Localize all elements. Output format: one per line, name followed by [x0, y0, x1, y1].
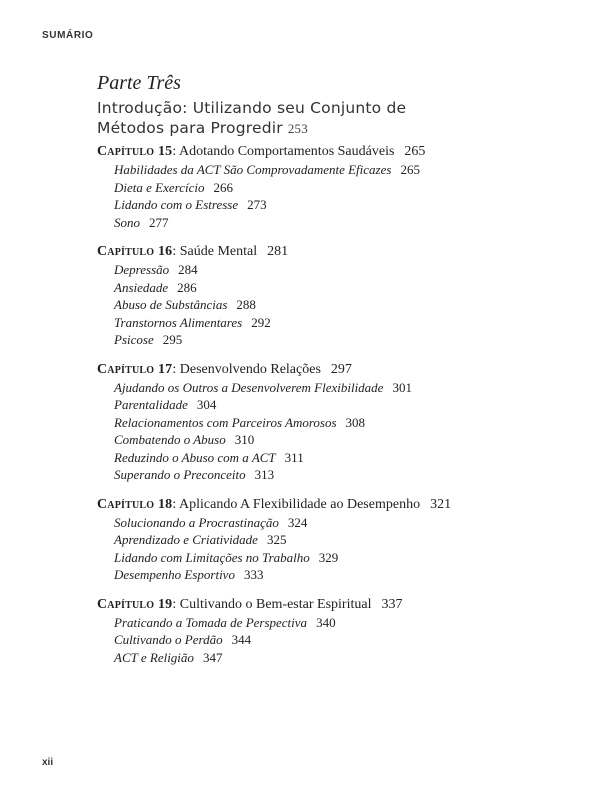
section-entry [97, 261, 517, 279]
section-title: Reduzindo o Abuso com a ACT [114, 449, 276, 465]
running-header: SUMÁRIO [42, 30, 94, 41]
section-title: Aprendizado e Criatividade [114, 532, 258, 547]
section-entry [97, 161, 517, 179]
section-entry [97, 296, 517, 314]
section-page: 301 [392, 379, 412, 395]
section-page: 295 [162, 332, 183, 347]
section-page: 347 [202, 649, 223, 665]
section-title: Superando o Preconceito [114, 467, 246, 482]
toc-chapters [97, 143, 517, 678]
section-title: Solucionando a Procrastinação [114, 514, 279, 530]
chapter-page: 337 [381, 596, 403, 612]
section-entry [97, 414, 517, 432]
section-page: 333 [243, 567, 264, 582]
section-title: Depressão [114, 262, 170, 277]
chapter-17 [97, 361, 517, 484]
section-entry [97, 566, 517, 584]
chapter-heading: Capítulo 17: Desenvolvendo Relações 297 [97, 361, 352, 377]
section-title: Habilidades da ACT São Comprovadamente Eficazes [114, 162, 392, 177]
chapter-label: Capítulo 18 [97, 496, 173, 512]
section-page: 292 [251, 314, 271, 330]
section-page: 340 [316, 614, 336, 630]
section-title: Sono [114, 214, 140, 230]
chapter-title: Desenvolvendo Relações [179, 361, 321, 377]
section-entry [97, 631, 517, 649]
chapter-15 [97, 143, 517, 231]
section-title: Relacionamentos com Parceiros Amorosos [114, 414, 337, 430]
section-title: Psicose [114, 332, 154, 347]
section-entry [97, 466, 517, 484]
part-title: Parte Três [97, 72, 181, 94]
section-page: 313 [254, 467, 275, 482]
section-entry [97, 531, 517, 549]
section-title: Parentalidade [114, 397, 188, 412]
section-entry [97, 214, 517, 232]
section-entry [97, 331, 517, 349]
section-page: 310 [234, 432, 255, 447]
section-entry [97, 514, 517, 532]
section-entry [97, 314, 517, 332]
section-entry [97, 431, 517, 449]
section-title: Ansiedade [114, 279, 169, 295]
chapter-19 [97, 596, 517, 667]
chapter-page: 281 [267, 244, 289, 259]
section-entry [97, 396, 517, 414]
chapter-heading: Capítulo 18: Aplicando A Flexibilidade ao Desempenho 321 [97, 496, 452, 512]
chapter-title: Cultivando o Bem-estar Espiritual [179, 596, 372, 612]
section-page: 273 [247, 197, 267, 212]
chapter-18 [97, 496, 517, 584]
chapter-page: 321 [430, 496, 452, 512]
section-entry [97, 379, 517, 397]
section-title: Praticando a Tomada de Perspectiva [114, 614, 308, 630]
section-page: 284 [178, 262, 198, 277]
section-title: ACT e Religião [114, 649, 194, 665]
chapter-label: Capítulo 15 [97, 144, 173, 159]
section-title: Cultivando o Perdão [114, 632, 223, 647]
section-page: 304 [196, 397, 217, 412]
section-page: 266 [213, 179, 233, 195]
section-page: 265 [400, 162, 420, 177]
section-entry [97, 449, 517, 467]
section-title: Combatendo o Abuso [114, 432, 226, 447]
chapter-title: Adotando Comportamentos Saudáveis [179, 144, 395, 159]
section-entry [97, 179, 517, 197]
chapter-label: Capítulo 17 [97, 361, 173, 377]
section-page: 288 [236, 297, 256, 312]
chapter-label: Capítulo 16 [97, 244, 173, 259]
section-entry [97, 614, 517, 632]
intro-page: 253 [287, 121, 308, 136]
section-entry [97, 649, 517, 667]
section-entry [97, 196, 517, 214]
chapter-title: Aplicando A Flexibilidade ao Desempenho [179, 496, 421, 512]
section-page: 311 [284, 449, 304, 465]
chapter-heading: Capítulo 19: Cultivando o Bem-estar Espiritual 337 [97, 596, 403, 612]
chapter-page: 297 [330, 361, 352, 377]
section-title: Abuso de Substâncias [114, 297, 228, 312]
section-title: Ajudando os Outros a Desenvolverem Flexibilidade [114, 379, 384, 395]
section-page: 344 [231, 632, 252, 647]
section-page: 329 [318, 549, 339, 565]
section-page: 324 [287, 514, 308, 530]
chapter-label: Capítulo 19 [97, 596, 173, 612]
chapter-heading: Capítulo 15: Adotando Comportamentos Saudáveis 265 [97, 144, 426, 159]
chapter-16 [97, 243, 517, 349]
chapter-page: 265 [404, 144, 426, 159]
chapter-heading: Capítulo 16: Saúde Mental 281 [97, 244, 289, 259]
intro-entry [97, 98, 477, 139]
section-title: Transtornos Alimentares [114, 314, 243, 330]
section-page: 325 [266, 532, 287, 547]
section-page: 277 [149, 214, 169, 230]
section-page: 308 [345, 414, 366, 430]
section-title: Desempenho Esportivo [114, 567, 235, 582]
section-page: 286 [177, 279, 197, 295]
chapter-title: Saúde Mental [179, 244, 258, 259]
intro-title: Introdução: Utilizando seu Conjunto de Métodos para Progredir [97, 99, 407, 137]
page-number: xii [42, 757, 54, 768]
section-entry [97, 549, 517, 567]
section-title: Dieta e Exercício [114, 179, 205, 195]
section-entry [97, 279, 517, 297]
section-title: Lidando com Limitações no Trabalho [114, 549, 310, 565]
section-title: Lidando com o Estresse [114, 197, 239, 212]
